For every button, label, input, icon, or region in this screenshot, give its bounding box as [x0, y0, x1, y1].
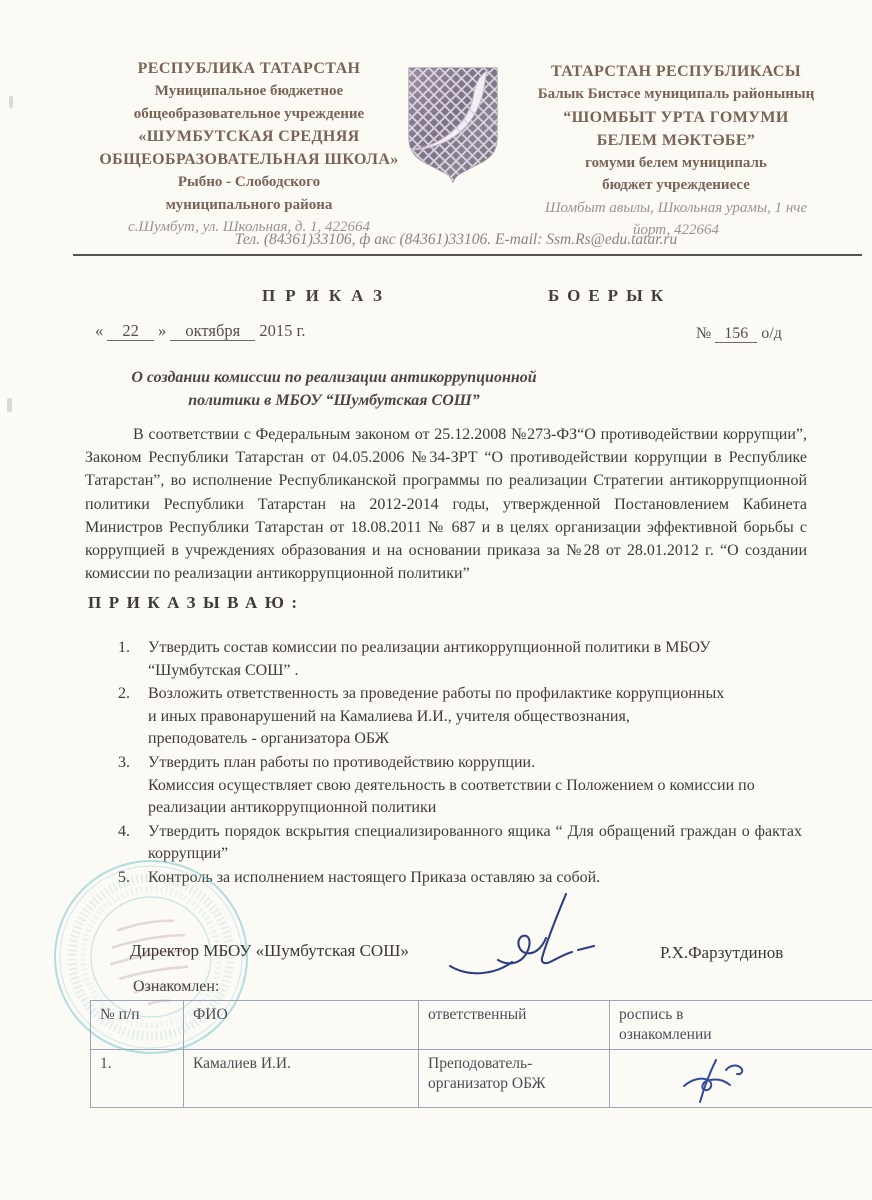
- item-number: 1.: [118, 639, 130, 656]
- header-role: ответственный: [419, 1001, 610, 1050]
- org-type-tat-1: гомуми белем муниципаль: [585, 154, 767, 171]
- cell-signature: [610, 1050, 872, 1108]
- order-command-word: ПРИКАЗЫВАЮ:: [88, 593, 305, 612]
- order-item-3: [118, 752, 802, 820]
- director-title: Директор МБОУ «Шумбутская СОШ»: [130, 941, 409, 960]
- scan-artifact: [7, 398, 12, 412]
- item-number: 5.: [118, 868, 130, 886]
- order-body-paragraph: В соответствии с Федеральным законом от 25.12.2008 №273-ФЗ“О противодействии коррупции”, Законом Республики Татарстан от 04.05.2006 №34-ЗРТ “О противодействии коррупции в Республике Татарстан”, во исполнение Республиканской программы по реализации Стратегии антикоррупционной политики Республики Татарстан на 2012-2014 годы, утвержденной Постановлением Кабинета Министров Республики Татарстан от 18.08.2011 № 687 и в целях организации эффективной борьбы с коррупцией в учреждениях образования и на основании приказа за №28 от 28.01.2012 г. “О создании комиссии по реализации антикоррупционной политики”: [85, 426, 807, 583]
- acknowledged-label: Ознакомлен:: [133, 978, 220, 995]
- table-row: [91, 1050, 872, 1108]
- director-signature: [438, 886, 643, 982]
- order-number: [696, 325, 782, 343]
- org-district-ru-1: Рыбно - Слободского: [177, 174, 321, 190]
- date-day: 22: [107, 321, 154, 341]
- order-title-tatar: БОЕРЫК: [548, 286, 672, 305]
- org-name-ru-2: ОБЩЕОБРАЗОВАТЕЛЬНАЯ ШКОЛА»: [99, 151, 399, 168]
- acknowledgement-table: [90, 1000, 872, 1108]
- director-name: Р.Х.Фарзутдинов: [660, 943, 784, 962]
- org-republic-ru: РЕСПУБЛИКА ТАТАРСТАН: [137, 60, 361, 77]
- item-text-continued: Комиссия осуществляет свою деятельность в соответствии с Положением о комиссии по реализации антикоррупционной политики: [148, 776, 755, 817]
- order-date-line: [95, 321, 306, 341]
- coat-of-arms-fish-on-net-icon: [401, 62, 505, 187]
- header-fio: ФИО: [184, 1001, 419, 1050]
- subject-line-1: О создании комиссии по реализации антикоррупционной: [131, 369, 537, 386]
- item-text: Утвердить план работы по противодействию коррупции.: [148, 753, 536, 771]
- org-address-tat-1: Шомбыт авылы, Школьная урамы, 1 нче: [544, 199, 808, 216]
- date-open-quote: «: [95, 321, 104, 340]
- cell-role: Преподователь-организатор ОБЖ: [419, 1050, 610, 1108]
- acknowledgement-signature: [670, 1056, 762, 1108]
- item-number: 3.: [118, 753, 130, 771]
- letterhead-divider: [73, 254, 862, 256]
- org-name-tat-1: “ШОМБЫТ УРТА ГОМУМИ: [563, 108, 789, 126]
- cell-fio: Камалиев И.И.: [184, 1050, 419, 1108]
- org-district-ru-2: муниципального района: [165, 196, 333, 213]
- order-item-1: [118, 637, 802, 682]
- date-year: 2015 г.: [259, 321, 306, 340]
- scan-artifact: [9, 96, 13, 108]
- subject-line-2: политики в МБОУ “Шумбутская СОШ”: [188, 392, 480, 409]
- org-address-ru: с.Шумбут, ул. Школьная, д. 1, 422664: [128, 219, 370, 235]
- org-name-tat-2: БЕЛЕМ МӘКТӘБЕ”: [596, 131, 756, 149]
- org-district-tat: Балык Бистәсе муниципаль районының: [537, 86, 815, 102]
- cell-num: 1.: [91, 1050, 184, 1108]
- number-value: 156: [715, 325, 757, 343]
- org-type-ru-2: общеобразовательное учреждение: [133, 105, 365, 122]
- contact-line: Тел. (84361)33106, ф акс (84361)33106. E-mail: Ssm.Rs@edu.tatar.ru: [234, 231, 678, 248]
- header-signature: роспись в ознакомлении: [610, 1001, 872, 1050]
- header-num: № п/п: [91, 1001, 184, 1050]
- order-item-2: [118, 683, 802, 751]
- item-text: Возложить ответственность за проведение работы по профилактике коррупционных и иных правонарушений на Камалиева И.И., учителя обществознания, преподователь - организатора ОБЖ: [148, 685, 725, 748]
- letterhead-left-block: [86, 57, 412, 238]
- number-suffix: о/д: [761, 325, 782, 342]
- item-text: Утвердить состав комиссии по реализации антикоррупционной политики в МБОУ “Шумбутская СОШ” .: [148, 639, 711, 679]
- org-type-tat-2: бюджет учреждениесе: [602, 177, 750, 193]
- letterhead-right-block: [498, 60, 854, 241]
- date-month: октября: [170, 321, 255, 341]
- table-header-row: [91, 1001, 872, 1050]
- org-name-ru-1: «ШУМБУТСКАЯ СРЕДНЯЯ: [138, 128, 360, 145]
- item-text: Контроль за исполнением настоящего Приказа оставляю за собой.: [148, 868, 601, 886]
- item-text: Утвердить порядок вскрытия специализированного ящика “ Для обращений граждан о фактах коррупции”: [148, 822, 802, 863]
- org-republic-tat: ТАТАРСТАН РЕСПУБЛИКАСЫ: [550, 63, 801, 80]
- order-subject: [95, 366, 573, 412]
- org-address-tat-2: йорт, 422664: [632, 221, 719, 238]
- item-number: 4.: [118, 822, 130, 840]
- item-number: 2.: [118, 685, 130, 703]
- number-label: №: [696, 325, 712, 342]
- date-close-quote: »: [158, 321, 167, 340]
- order-title-ru: ПРИКАЗ: [262, 286, 392, 305]
- org-type-ru-1: Муниципальное бюджетное: [154, 83, 344, 99]
